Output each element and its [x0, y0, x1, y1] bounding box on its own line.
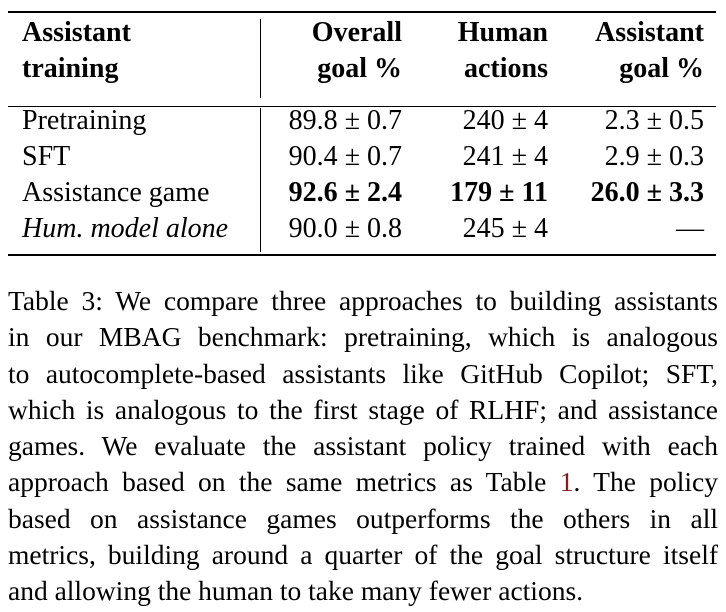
row-name: SFT — [22, 141, 71, 172]
row-overall-goal: 92.6 ± 2.4 — [288, 177, 402, 208]
header-assistant-goal-line2: goal % — [619, 53, 704, 84]
table-bottom-rule — [8, 254, 716, 256]
row-name: Pretraining — [22, 105, 147, 136]
header-assistant-goal-line1: Assistant — [595, 17, 704, 48]
caption-line: and allowing the human to take many fewer actions. — [8, 575, 584, 607]
row-assistant-goal: — — [676, 213, 704, 244]
header-human-actions-line2: actions — [464, 53, 548, 84]
body-column-divider — [260, 108, 261, 252]
header-assistant-training-line1: Assistant — [22, 17, 131, 48]
row-assistant-goal: 2.3 ± 0.5 — [604, 105, 704, 136]
row-assistant-goal: 2.9 ± 0.3 — [604, 141, 704, 172]
caption-line — [8, 464, 718, 500]
row-human-actions: 245 ± 4 — [462, 213, 548, 244]
header-overall-goal-line1: Overall — [311, 17, 402, 48]
row-overall-goal: 90.4 ± 0.7 — [288, 141, 402, 172]
table-caption — [8, 283, 718, 610]
caption-line: metrics, building around a quarter of the goal structure itself — [8, 539, 718, 571]
row-assistant-goal: 26.0 ± 3.3 — [590, 177, 704, 208]
caption-line: to autocomplete-based assistants like GitHub Copilot; SFT, — [8, 357, 718, 389]
header-overall-goal-line2: goal % — [317, 53, 402, 84]
row-name: Assistance game — [22, 177, 210, 208]
header-human-actions-line1: Human — [457, 17, 548, 48]
caption-line: in our MBAG benchmark: pretraining, which is analogous — [8, 321, 718, 353]
row-human-actions: 241 ± 4 — [462, 141, 548, 172]
caption-text: . The policy — [573, 466, 718, 498]
header-assistant-training-line2: training — [22, 53, 119, 84]
caption-line: games. We evaluate the assistant policy trained with each — [8, 430, 718, 462]
row-name: Hum. model alone — [22, 213, 229, 244]
caption-line: based on assistance games outperforms the others in all — [8, 502, 718, 534]
caption-line: Table 3: We compare three approaches to building assistants — [8, 285, 718, 316]
table-reference-link[interactable]: 1 — [559, 466, 574, 498]
caption-text: approach based on the same metrics as Table — [8, 466, 560, 498]
table-top-rule — [8, 11, 716, 13]
row-human-actions: 179 ± 11 — [450, 177, 548, 208]
row-overall-goal: 89.8 ± 0.7 — [288, 105, 402, 136]
row-human-actions: 240 ± 4 — [462, 105, 548, 136]
row-overall-goal: 90.0 ± 0.8 — [288, 213, 402, 244]
caption-line: which is analogous to the first stage of RLHF; and assistance — [8, 393, 718, 425]
header-column-divider — [260, 19, 261, 98]
